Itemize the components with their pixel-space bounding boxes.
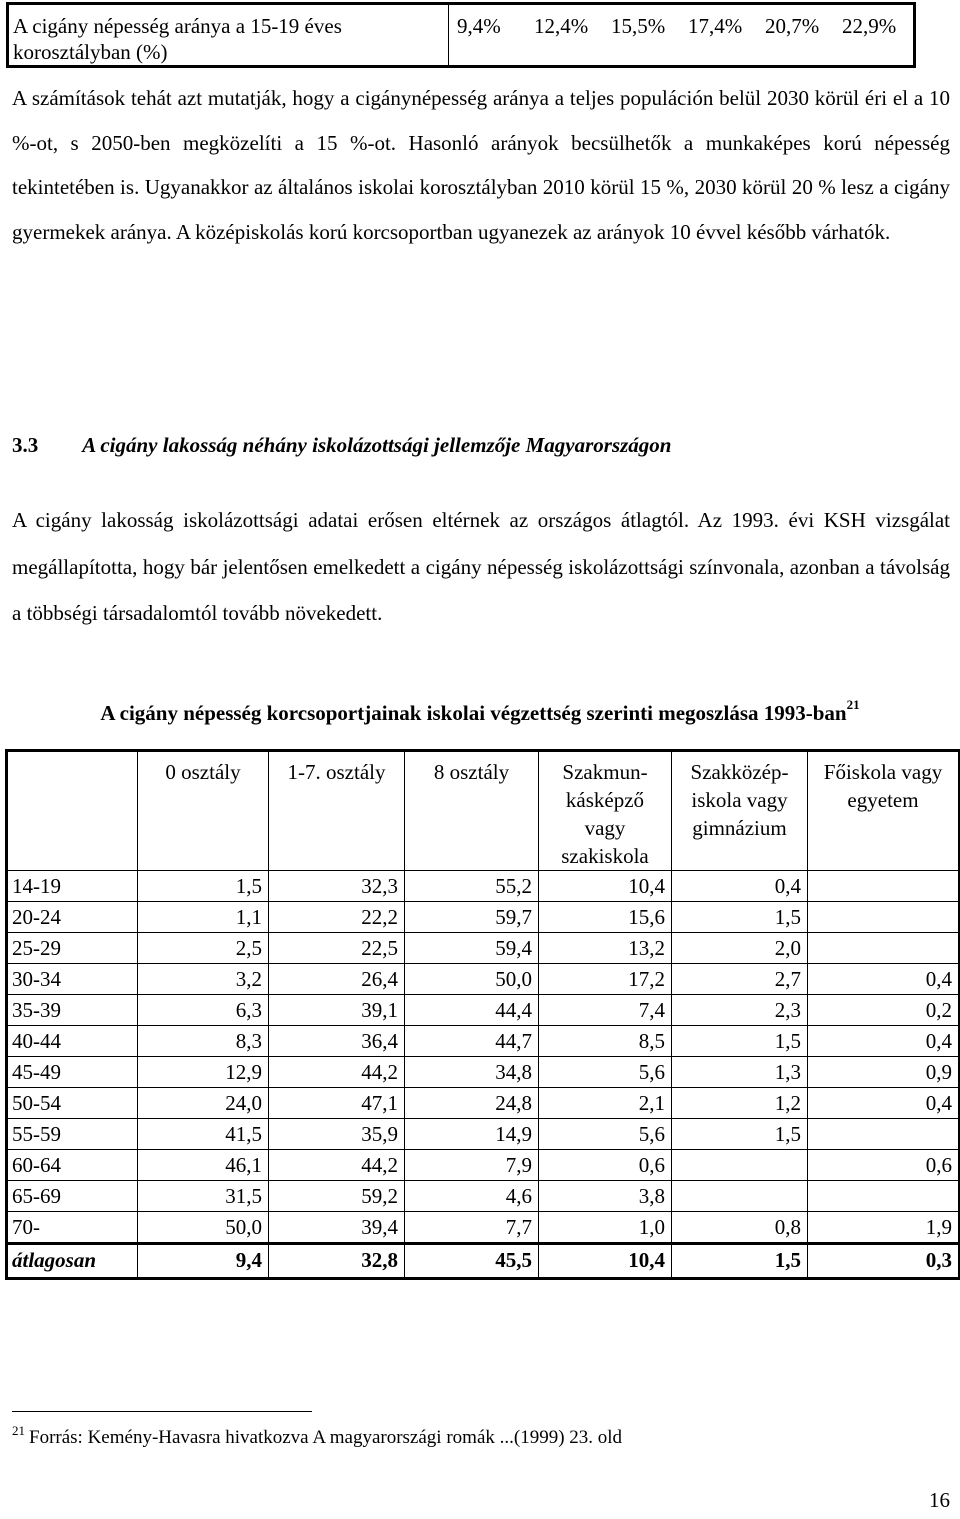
age-group-cell: 30-34 bbox=[7, 964, 138, 995]
value-cell: 0,4 bbox=[808, 1026, 960, 1057]
top-value: 22,9% bbox=[842, 14, 897, 38]
value-cell: 59,7 bbox=[405, 902, 539, 933]
top-table-values bbox=[449, 5, 919, 65]
column-header: 0 osztály bbox=[138, 751, 269, 871]
footnote-text: Forrás: Kemény-Havasra hivatkozva A magyarországi romák ...(1999) 23. old bbox=[29, 1427, 623, 1448]
value-cell: 3,8 bbox=[539, 1181, 672, 1212]
column-header: 1-7. osztály bbox=[269, 751, 405, 871]
age-group-cell: 40-44 bbox=[7, 1026, 138, 1057]
value-cell: 4,6 bbox=[405, 1181, 539, 1212]
value-cell: 3,2 bbox=[138, 964, 269, 995]
value-cell: 44,2 bbox=[269, 1150, 405, 1181]
value-cell: 13,2 bbox=[539, 933, 672, 964]
value-cell: 2,5 bbox=[138, 933, 269, 964]
value-cell: 1,9 bbox=[808, 1212, 960, 1244]
value-cell: 15,6 bbox=[539, 902, 672, 933]
value-cell: 32,3 bbox=[269, 871, 405, 902]
value-cell: 39,4 bbox=[269, 1212, 405, 1244]
value-cell: 0,4 bbox=[808, 1088, 960, 1119]
value-cell: 0,4 bbox=[808, 964, 960, 995]
value-cell: 1,5 bbox=[672, 902, 808, 933]
value-cell: 8,5 bbox=[539, 1026, 672, 1057]
age-group-cell: 65-69 bbox=[7, 1181, 138, 1212]
age-group-cell: 70- bbox=[7, 1212, 138, 1244]
value-cell: 26,4 bbox=[269, 964, 405, 995]
value-cell: 0,6 bbox=[539, 1150, 672, 1181]
value-cell: 50,0 bbox=[138, 1212, 269, 1244]
value-cell: 5,6 bbox=[539, 1119, 672, 1150]
value-cell bbox=[672, 1150, 808, 1181]
footnote bbox=[12, 1423, 622, 1449]
value-cell: 1,3 bbox=[672, 1057, 808, 1088]
average-value-cell: 1,5 bbox=[672, 1244, 808, 1279]
footnote-number: 21 bbox=[12, 1423, 25, 1438]
education-table bbox=[5, 749, 960, 1280]
value-cell bbox=[672, 1181, 808, 1212]
value-cell: 24,0 bbox=[138, 1088, 269, 1119]
value-cell: 34,8 bbox=[405, 1057, 539, 1088]
value-cell: 44,7 bbox=[405, 1026, 539, 1057]
value-cell: 10,4 bbox=[539, 871, 672, 902]
value-cell: 8,3 bbox=[138, 1026, 269, 1057]
header-empty-cell bbox=[7, 751, 138, 871]
value-cell: 2,3 bbox=[672, 995, 808, 1026]
table-row bbox=[7, 1057, 960, 1088]
average-row bbox=[7, 1244, 960, 1279]
average-value-cell: 32,8 bbox=[269, 1244, 405, 1279]
section-title: A cigány lakosság néhány iskolázottsági jellemzője Magyarországon bbox=[82, 433, 672, 457]
value-cell: 59,4 bbox=[405, 933, 539, 964]
value-cell: 17,2 bbox=[539, 964, 672, 995]
value-cell: 7,4 bbox=[539, 995, 672, 1026]
top-value: 17,4% bbox=[688, 14, 743, 38]
value-cell: 22,5 bbox=[269, 933, 405, 964]
table-row bbox=[7, 1150, 960, 1181]
section-number: 3.3 bbox=[12, 433, 39, 457]
footnote-ref: 21 bbox=[846, 697, 860, 712]
table-header-row bbox=[7, 751, 960, 871]
value-cell: 5,6 bbox=[539, 1057, 672, 1088]
column-header: Főiskola vagy egyetem bbox=[808, 751, 960, 871]
value-cell: 7,9 bbox=[405, 1150, 539, 1181]
table-caption-text: A cigány népesség korcsoportjainak iskolai végzettség szerinti megoszlása 1993-ban bbox=[100, 701, 847, 725]
table-row bbox=[7, 1026, 960, 1057]
value-cell: 59,2 bbox=[269, 1181, 405, 1212]
value-cell: 36,4 bbox=[269, 1026, 405, 1057]
value-cell: 1,0 bbox=[539, 1212, 672, 1244]
value-cell: 1,5 bbox=[672, 1119, 808, 1150]
age-group-cell: 45-49 bbox=[7, 1057, 138, 1088]
value-cell: 0,9 bbox=[808, 1057, 960, 1088]
value-cell: 1,2 bbox=[672, 1088, 808, 1119]
column-header: 8 osztály bbox=[405, 751, 539, 871]
table-row bbox=[7, 871, 960, 902]
value-cell: 0,2 bbox=[808, 995, 960, 1026]
value-cell: 2,7 bbox=[672, 964, 808, 995]
table-body bbox=[7, 871, 960, 1279]
value-cell: 0,6 bbox=[808, 1150, 960, 1181]
value-cell: 12,9 bbox=[138, 1057, 269, 1088]
column-header: Szakmun-kásképző vagy szakiskola bbox=[539, 751, 672, 871]
value-cell: 44,4 bbox=[405, 995, 539, 1026]
value-cell: 6,3 bbox=[138, 995, 269, 1026]
value-cell: 0,4 bbox=[672, 871, 808, 902]
value-cell: 1,5 bbox=[138, 871, 269, 902]
value-cell: 2,0 bbox=[672, 933, 808, 964]
top-table-label: A cigány népesség aránya a 15-19 éves korosztályban (%) bbox=[9, 5, 449, 65]
value-cell: 46,1 bbox=[138, 1150, 269, 1181]
top-value: 15,5% bbox=[611, 14, 666, 38]
value-cell: 1,5 bbox=[672, 1026, 808, 1057]
top-value: 12,4% bbox=[534, 14, 589, 38]
value-cell: 7,7 bbox=[405, 1212, 539, 1244]
value-cell bbox=[808, 1181, 960, 1212]
value-cell: 41,5 bbox=[138, 1119, 269, 1150]
age-group-cell: 25-29 bbox=[7, 933, 138, 964]
table-row bbox=[7, 902, 960, 933]
table-row bbox=[7, 995, 960, 1026]
age-group-cell: 50-54 bbox=[7, 1088, 138, 1119]
value-cell: 14,9 bbox=[405, 1119, 539, 1150]
value-cell: 31,5 bbox=[138, 1181, 269, 1212]
page-number: 16 bbox=[929, 1488, 950, 1512]
table-row bbox=[7, 1212, 960, 1244]
age-group-cell: 35-39 bbox=[7, 995, 138, 1026]
age-group-cell: 14-19 bbox=[7, 871, 138, 902]
value-cell bbox=[808, 871, 960, 902]
column-header: Szakközép-iskola vagy gimnázium bbox=[672, 751, 808, 871]
value-cell: 22,2 bbox=[269, 902, 405, 933]
value-cell: 1,1 bbox=[138, 902, 269, 933]
top-value: 20,7% bbox=[765, 14, 820, 38]
value-cell: 55,2 bbox=[405, 871, 539, 902]
value-cell: 44,2 bbox=[269, 1057, 405, 1088]
average-value-cell: 9,4 bbox=[138, 1244, 269, 1279]
table-row bbox=[7, 1181, 960, 1212]
value-cell bbox=[808, 933, 960, 964]
section-heading bbox=[12, 425, 671, 465]
value-cell: 2,1 bbox=[539, 1088, 672, 1119]
table-row bbox=[7, 933, 960, 964]
average-value-cell: 45,5 bbox=[405, 1244, 539, 1279]
table-row bbox=[7, 1119, 960, 1150]
average-value-cell: 10,4 bbox=[539, 1244, 672, 1279]
top-value: 9,4% bbox=[457, 14, 501, 38]
average-label-cell: átlagosan bbox=[7, 1244, 138, 1279]
age-group-cell: 20-24 bbox=[7, 902, 138, 933]
age-group-cell: 55-59 bbox=[7, 1119, 138, 1150]
value-cell: 50,0 bbox=[405, 964, 539, 995]
average-value-cell: 0,3 bbox=[808, 1244, 960, 1279]
value-cell: 35,9 bbox=[269, 1119, 405, 1150]
value-cell bbox=[808, 1119, 960, 1150]
value-cell: 39,1 bbox=[269, 995, 405, 1026]
value-cell bbox=[808, 902, 960, 933]
value-cell: 24,8 bbox=[405, 1088, 539, 1119]
footnote-divider bbox=[12, 1411, 312, 1412]
top-partial-table bbox=[6, 2, 916, 68]
value-cell: 47,1 bbox=[269, 1088, 405, 1119]
table-row bbox=[7, 1088, 960, 1119]
value-cell: 0,8 bbox=[672, 1212, 808, 1244]
table-caption bbox=[0, 689, 960, 729]
table-row bbox=[7, 964, 960, 995]
paragraph-projections: A számítások tehát azt mutatják, hogy a cigánynépesség aránya a teljes populáción belül 2030 körül éri el a 10 %-ot, s 2050-ben megközelíti a 15 %-ot. Hasonló arányok becsülhetők a munkaképes korú népesség tekintetében is. Ugyanakkor az általános iskolai korosztályban 2010 körül 15 %, 2030 körül 20 % lesz a cigány gyermekek aránya. A középiskolás korú korcsoportban ugyanezek az arányok 10 évvel később várhatók. bbox=[12, 86, 950, 245]
age-group-cell: 60-64 bbox=[7, 1150, 138, 1181]
paragraph-education: A cigány lakosság iskolázottsági adatai erősen eltérnek az országos átlagtól. Az 1993. évi KSH vizsgálat megállapította, hogy bár jelentősen emelkedett a cigány népesség iskolázottsági színvonala, azonban a távolság a többségi társadalomtól tovább növekedett. bbox=[12, 508, 950, 625]
